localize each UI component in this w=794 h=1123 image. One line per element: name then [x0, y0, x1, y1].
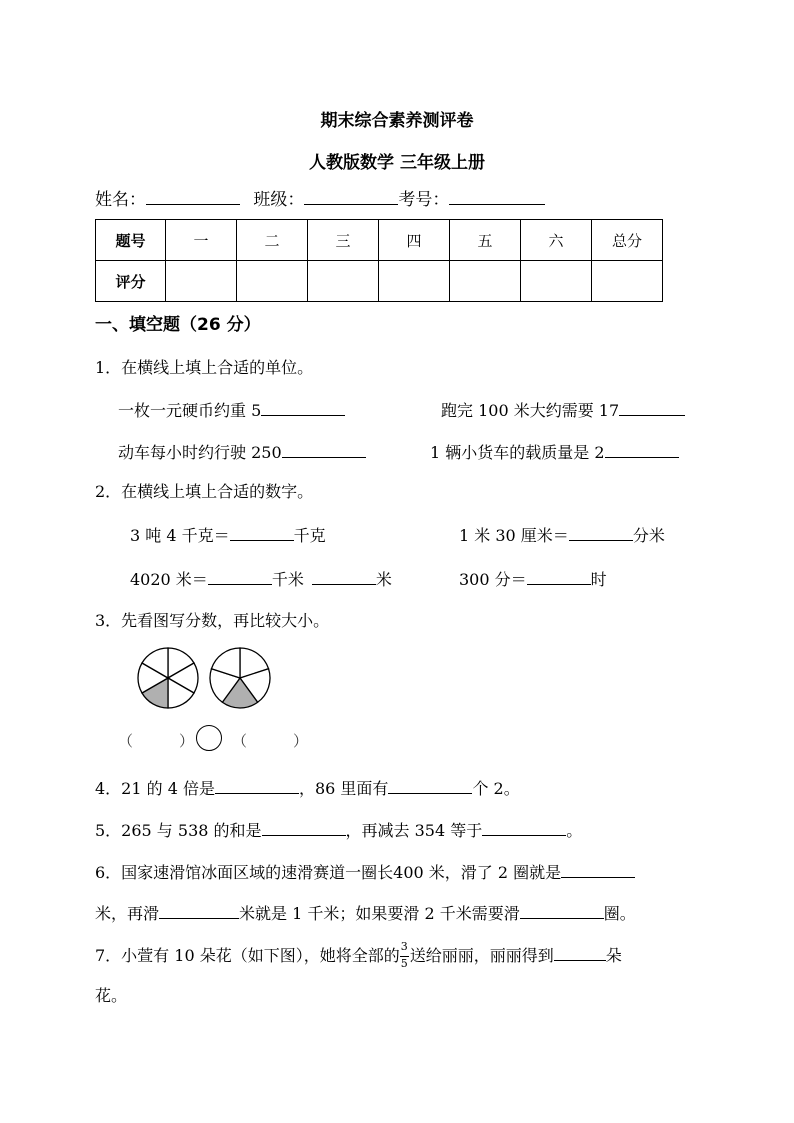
answer-blank[interactable] [159, 902, 239, 919]
table-cell: 六 [521, 220, 592, 261]
question-2d [459, 568, 607, 590]
paren-close: ） [293, 732, 309, 750]
circle-six-parts [138, 648, 198, 708]
question-text: 朵 [605, 946, 622, 965]
question-text: 6．国家速滑馆冰面区域的速滑赛道一圈长400 米，滑了 2 圈就是 [95, 863, 562, 882]
question-text: 时 [590, 570, 607, 589]
table-cell: 题号 [96, 220, 166, 261]
question-1d [430, 441, 679, 463]
question-text: ，再减去 354 等于 [345, 821, 483, 840]
score-table-header-row [96, 220, 663, 261]
score-table [95, 219, 663, 302]
exam-no-blank[interactable] [449, 188, 545, 205]
class-blank[interactable] [304, 188, 398, 205]
answer-blank[interactable] [520, 902, 604, 919]
table-cell: 总分 [592, 220, 663, 261]
question-2-stem: 2．在横线上填上合适的数字。 [95, 482, 314, 501]
student-info-line [95, 188, 545, 210]
question-text: 千克 [293, 526, 326, 545]
compare-circle[interactable] [196, 725, 222, 751]
question-text: 圈。 [603, 904, 636, 923]
question-5 [95, 819, 582, 841]
answer-blank[interactable] [312, 568, 376, 585]
question-1c [118, 441, 366, 463]
answer-blank[interactable] [208, 568, 272, 585]
question-2c [130, 568, 392, 590]
question-7-line1 [95, 939, 622, 970]
question-text: 1 米 30 厘米＝ [459, 526, 569, 545]
fraction-denominator: 5 [400, 956, 408, 970]
answer-blank[interactable] [215, 777, 299, 794]
fraction-circles-figure [130, 640, 280, 718]
question-6-line1 [95, 861, 635, 883]
question-text: 7．小萱有 10 朵花（如下图），她将全部的 [95, 946, 400, 965]
question-6-line2 [95, 902, 636, 924]
question-text: ，86 里面有 [298, 779, 389, 798]
score-cell[interactable] [166, 261, 237, 302]
fraction-numerator: 3 [400, 939, 408, 953]
answer-paren-left[interactable] [118, 730, 194, 751]
question-text: 一枚一元硬币约重 5 [118, 401, 262, 420]
question-text: 米就是 1 千米；如果要滑 2 千米需要滑 [239, 904, 520, 923]
question-1b [441, 399, 685, 421]
question-text: 动车每小时约行驶 250 [118, 443, 282, 462]
question-text: 分米 [632, 526, 665, 545]
question-text: 。 [566, 821, 583, 840]
name-label: 姓名： [95, 190, 146, 210]
table-cell: 一 [166, 220, 237, 261]
score-table-score-row [96, 261, 663, 302]
answer-blank[interactable] [230, 524, 294, 541]
answer-blank[interactable] [569, 524, 633, 541]
answer-blank[interactable] [388, 777, 472, 794]
answer-paren-right[interactable] [232, 730, 308, 751]
score-cell[interactable] [450, 261, 521, 302]
table-cell: 五 [450, 220, 521, 261]
fraction-three-fifths [400, 939, 410, 970]
answer-blank[interactable] [619, 399, 685, 416]
question-text: 米，再滑 [95, 904, 160, 923]
question-1a [118, 399, 345, 421]
question-3-stem: 3．先看图写分数，再比较大小。 [95, 611, 330, 630]
circle-five-parts [210, 648, 270, 708]
answer-blank[interactable] [554, 944, 606, 961]
table-cell: 评分 [96, 261, 166, 302]
page-title: 期末综合素养测评卷 [320, 111, 474, 131]
answer-blank[interactable] [482, 819, 566, 836]
answer-blank[interactable] [262, 819, 346, 836]
score-cell[interactable] [521, 261, 592, 302]
question-2b [459, 524, 665, 546]
score-cell[interactable] [592, 261, 663, 302]
class-label: 班级： [253, 190, 305, 210]
score-cell[interactable] [237, 261, 308, 302]
exam-no-label: 考号： [398, 190, 450, 210]
score-cell[interactable] [308, 261, 379, 302]
table-cell: 二 [237, 220, 308, 261]
table-cell: 三 [308, 220, 379, 261]
table-cell: 四 [379, 220, 450, 261]
answer-blank[interactable] [561, 861, 635, 878]
paren-open: （ [118, 732, 134, 750]
answer-blank[interactable] [527, 568, 591, 585]
question-4 [95, 777, 520, 799]
paren-close: ） [179, 732, 195, 750]
question-text: 千米 [271, 570, 304, 589]
question-text: 300 分＝ [459, 570, 527, 589]
question-text: 送给丽丽，丽丽得到 [409, 946, 554, 965]
question-text: 4020 米＝ [130, 570, 208, 589]
question-text: 3 吨 4 千克＝ [130, 526, 230, 545]
paren-open: （ [232, 732, 248, 750]
answer-blank[interactable] [261, 399, 345, 416]
question-text: 跑完 100 米大约需要 17 [441, 401, 620, 420]
question-text: 1 辆小货车的载质量是 2 [430, 443, 605, 462]
page-subtitle: 人教版数学 三年级上册 [309, 153, 485, 173]
question-text: 个 2。 [472, 779, 520, 798]
question-text: 米 [375, 570, 392, 589]
name-blank[interactable] [146, 188, 240, 205]
question-text: 5．265 与 538 的和是 [95, 821, 262, 840]
question-1-stem: 1．在横线上填上合适的单位。 [95, 358, 314, 377]
answer-blank[interactable] [282, 441, 366, 458]
question-7-line2: 花。 [95, 986, 128, 1005]
section-heading: 一、填空题（26 分） [95, 315, 261, 335]
answer-blank[interactable] [605, 441, 679, 458]
question-2a [130, 524, 326, 546]
question-text: 4．21 的 4 倍是 [95, 779, 215, 798]
score-cell[interactable] [379, 261, 450, 302]
